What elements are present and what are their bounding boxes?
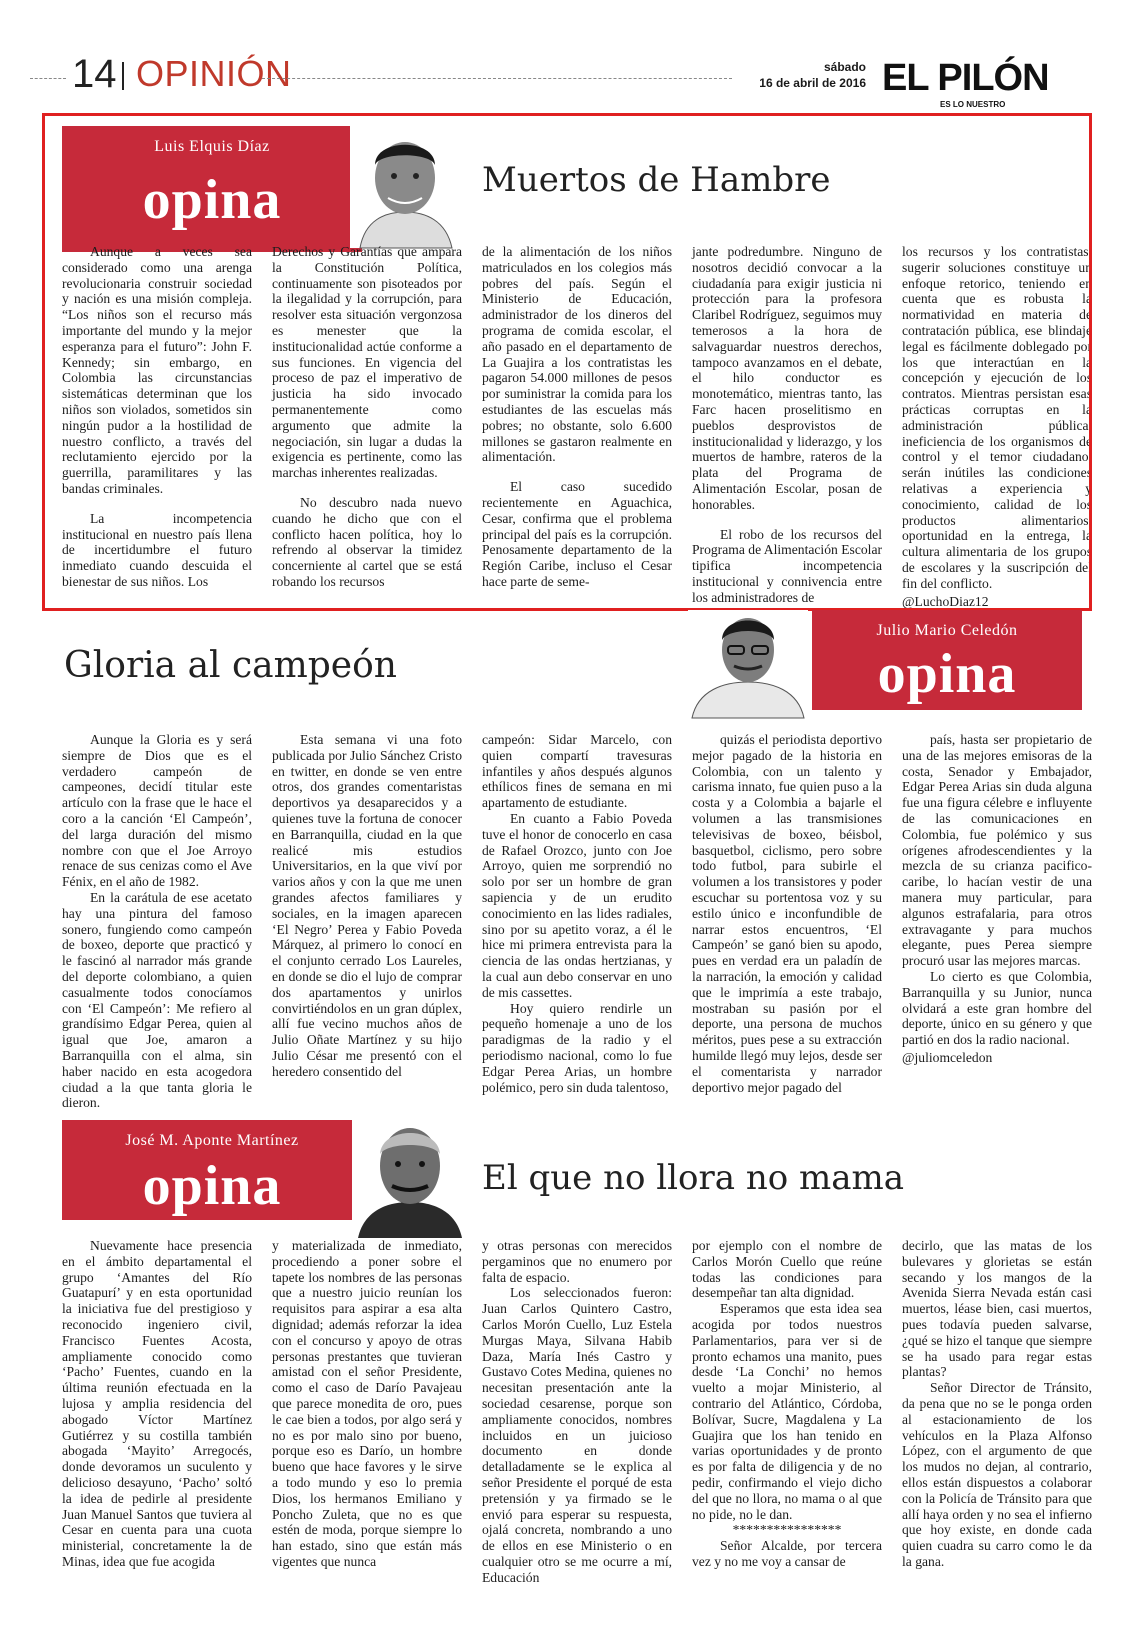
paragraph: y materializada de inmediato, procediendo a poner sobre el tapete los nombres de las personas que a nuestro juicio reunían los requisitos para aspirar a esa alta dignidad; además reforzar la idea con el concurso y apoyo de otras personas prestantes que tuvieran amistad con el señor Presidente, como el caso de Darío Pavajeau que parece monedita de oro, pues le cae bien a todos, por algo será y no es por malo sino por bueno, porque eso es Darío, un hombre bueno que hace favores y le sirve a todo mundo y eso lo premia Dios, los hermanos Emiliano y Poncho Zuleta, que no es que estén de moda, porque siempre lo han estado, sino que están más vigentes que nunca bbox=[272, 1238, 462, 1569]
date-full: 16 de abril de 2016 bbox=[759, 76, 866, 90]
paragraph: Nuevamente hace presencia en el ámbito departamental el grupo ‘Amantes del Río Guatapurí’ y en esta oportunidad la iniciativa fue del prestigioso y reconocido ingeniero civil, Francisco Fuentes Acosta, ampliamente conocido como ‘Pacho’ Fuentes, cuando en la última reunión efectuada en la lujosa y amplia residencia del abogado Víctor Martínez Gutiérrez y su costilla también abogada ‘Mayito’ Arregocés, donde devoramos un suculento y delicioso desayuno, ‘Pacho’ soltó la idea de pedirle al presidente Juan Manuel Santos que tuviera al Cesar en cuenta para una cuota ministerial, concretamente la de Minas, idea que fue acogida bbox=[62, 1238, 252, 1569]
article-title: El que no llora no mama bbox=[482, 1158, 905, 1198]
article-el-que-no-llora-no-mama bbox=[0, 1110, 1132, 1638]
paragraph: Esperamos que esta idea sea acogida por todos nuestros Parlamentarios, para ver si de pronto echamos una manito, pues desde ‘La Conchi’ no hemos vuelto a mojar Ministerio, al contrario del Atlántico, Córdoba, Bolívar, Sucre, Magdalena y La Guajira que los han tenido en varias oportunidades y de pronto es por falta de diligencia y de no pedir, confirmando el viejo dicho del que no llora, no mama o al que no pide, no le dan. bbox=[692, 1301, 882, 1522]
article-column-3 bbox=[482, 732, 672, 1112]
opina-label: opina bbox=[142, 169, 282, 231]
author-handle: @juliomceledon bbox=[902, 1049, 993, 1065]
paragraph: de la alimentación de los niños matriculados en los colegios más pobres del país. Según el Ministerio de Educación, administrador de los dineros del programa de comida escolar, el año pasado en el departamento de La Guajira a los contratistas les pagaron 54.000 millones de pesos por suministrar la comida para los estudiantes de las escuelas más pobres; no obstante, solo 6.600 millones se gastaron realmente en alimentación. bbox=[482, 244, 672, 465]
opina-badge bbox=[62, 1120, 362, 1220]
article-column-1 bbox=[62, 732, 252, 1112]
paragraph: quizás el periodista deportivo mejor pagado de la historia en Colombia, con un talento y carisma innato, fue quien puso a la costa y a Colombia a bajarle el volumen a las transmisiones televisivas de boxeo, béisbol, basquetbol, ciclismo, pero sobre todo futbol, para subirle el volumen a los transistores y poder escuchar su portentosa voz y su estilo único e inconfundible de narrar estos encuentros, ‘El Campeón’ se ganó bien su apodo, pues en verdad era un paladín de la narración, la emoción y calidad que le imprimía a este trabajo, mostraban su pasión por el deporte, una persona de muchos méritos, pues pese a su extracción humilde llegó muy lejos, desde ser el comentarista y narrador deportivo mejor pagado del bbox=[692, 732, 882, 1095]
article-column-5 bbox=[902, 1238, 1092, 1618]
article-column-5 bbox=[902, 244, 1092, 609]
paragraph: y otras personas con merecidos pergaminos que no enumero por falta de espacio. bbox=[482, 1238, 672, 1285]
article-column-3 bbox=[482, 244, 672, 600]
article-column-1 bbox=[62, 244, 252, 600]
paragraph: campeón: Sidar Marcelo, con quien compartí travesuras infantiles y años después algunos ethílicos fines de semana en mi apartamento de estudiante. bbox=[482, 732, 672, 811]
article-column-4 bbox=[692, 732, 882, 1112]
article-title: Gloria al campeón bbox=[64, 645, 397, 686]
paragraph: El robo de los recursos del Programa de Alimentación Escolar tipifica incompetencia institucional y connivencia entre los administradores de bbox=[692, 526, 882, 605]
article-gloria-al-campeon bbox=[0, 610, 1132, 1130]
paragraph: los recursos y los contratistas, sugerir soluciones constituye un enfoque retorico, teniendo en cuenta que es robusta la normatividad en materia de contratación pública, ese blindaje legal es fácilmente doblegado por los que interactúan en la concepción y ejecución de los contratos. Mientras persistan esas prácticas corruptas en la administración pública, ineficiencia de los organismos de control y el temor ciudadano, serán inútiles las condiciones relativas a experiencia y conocimiento, calidad de los productos alimentarios, oportunidad en la entrega, la cultura alimentaria de los grupos de escolares y la suscripción del fin del conflicto. bbox=[902, 244, 1092, 591]
author-photo bbox=[352, 1116, 468, 1238]
opina-label: opina bbox=[877, 643, 1017, 705]
page-number: 14 bbox=[72, 52, 117, 96]
newspaper-logo: EL PILÓN bbox=[882, 57, 1049, 99]
separator: **************** bbox=[732, 1522, 842, 1538]
paragraph: Esta semana vi una foto publicada por Julio Sánchez Cristo en twitter, en donde se ven entre otros, dos grandes comentaristas deportivos ya desaparecidos y a quienes tuve la fortuna de conocer en Barranquilla, ciudad en la que realicé mis estudios Universitarios, en la que viví por varios años y con la que me unen grandes afectos familiares y sociales, en la imagen aparecen ‘El Negro’ Perea y Fabio Poveda Márquez, al primero lo conocí en el conjunto cerrado Los Laureles, en donde se dio el lujo de comprar dos apartamentos y unirlos convirtiéndolos en un gran dúplex, allí fue vecino muchos años de Julio Oñate Martínez y su hijo Julio César me presentó con el heredero consentido del bbox=[272, 732, 462, 1079]
author-name: Luis Elquis Díaz bbox=[154, 138, 270, 155]
article-column-1 bbox=[62, 1238, 252, 1618]
paragraph: El caso sucedido recientemente en Aguachica, Cesar, confirma que el problema principal del país es la corrupción. Penosamente departamento de la Región Caribe, incluso el Cesar hace parte de seme- bbox=[482, 479, 672, 589]
article-muertos-de-hambre bbox=[0, 0, 1132, 620]
paragraph: En cuanto a Fabio Poveda tuve el honor de conocerlo en casa de Rafael Orozco, junto con Joe Arroyo, quien me sorprendió no solo por ser un hombre de gran sapiencia y de un erudito conocimiento en las lides radiales, sino por su apetito voraz, a él le hice mi primera entrevista para la ciencia de las ondas hertzianas, y la cual aun debo conservar en uno de mis cassettes. bbox=[482, 810, 672, 1000]
paragraph: Los seleccionados fueron: Juan Carlos Quintero Castro, Carlos Morón Cuello, Luz Estela Murgas Maya, Silvana Habib Daza, María Inés Castro y Gustavo Cotes Medina, quienes no necesitan presentación ante la sociedad cesarense, porque son ampliamente conocidos, nombres incluidos en un juicioso documento en donde detalladamente se le explica al señor Presidente el porqué de esta pretensión y ya firmado se le envió para esperar su respuesta, ojalá concreta, nombrando a uno de ellos en ese Ministerio o en cualquier otro se me ocurre a mí, Educación bbox=[482, 1285, 672, 1585]
paragraph: decirlo, que las matas de los bulevares y glorietas se están secando y los mangos de la Avenida Sierra Nevada están casi muertos, léase bien, casi muertos, pues todavía pueden salvarse, ¿qué se hizo el tanque que siempre se ha usado para regar estas plantas? bbox=[902, 1238, 1092, 1380]
article-column-2 bbox=[272, 732, 462, 1112]
paragraph: país, hasta ser propietario de una de las mejores emisoras de la costa, Senador y Embajador, Edgar Perea Arias sin duda alguna fue una figura célebre e influyente de las comunicaciones en Colombia, fue polémico y sus orígenes afrodescendientes y la mezcla de su crianza pacifico-caribe, lo hacían vestir de una manera muy particular, para algunos estrafalaria, para otros extravagante y para muchos elegante, pues Perea siempre procuró usar las mejores marcas. bbox=[902, 732, 1092, 969]
opina-label: opina bbox=[142, 1155, 282, 1217]
article-column-4 bbox=[692, 1238, 882, 1618]
paragraph: Señor Alcalde, por tercera vez y no me voy a cansar de bbox=[692, 1538, 882, 1569]
paragraph: No descubro nada nuevo cuando he dicho que con el conflicto hacen política, hoy lo refrendo al observar la timidez concerniente al cartel que se está robando los recursos bbox=[272, 494, 462, 589]
paragraph: La incompetencia institucional en nuestro país llena de incertidumbre el futuro inmediato cuando descuida el bienestar de sus niños. Los bbox=[62, 510, 252, 589]
paragraph: Señor Director de Tránsito, da pena que no se le ponga orden al estacionamiento de los vehículos en la Plaza Alfonso López, con el argumento de que los mudos no dejan, al contrario, ellos están dispuestos a colaborar con la Policía de Tránsito para que allí haya orden y no sea el infierno que hoy existe, en donde cada quien cuadra su carro como le da la gana. bbox=[902, 1380, 1092, 1569]
article-column-3 bbox=[482, 1238, 672, 1618]
opina-badge bbox=[62, 126, 362, 252]
author-name: José M. Aponte Martínez bbox=[125, 1132, 299, 1149]
paragraph: Aunque a veces sea considerado como una arenga revolucionaria construir sociedad y nación es una misión compleja. “Los niños son el recurso más importante del mundo y la mejor esperanza para el futuro”: John F. Kennedy; sin embargo, en Colombia las circunstancias sistemáticas determinan que los niños son violados, sometidos sin ningún pudor a la hostilidad de nuestro conflicto, a través del reclutamiento ejercido por la guerrilla, paramilitares y las bandas criminales. bbox=[62, 244, 252, 496]
paragraph: Derechos y Garantías que ampara la Constitución Política, continuamente son pisoteados por la ilegalidad y la corrupción, para resolver esta situación vergonzosa es menester que la institucionalidad actúe conforme a sus funciones. En vigencia del proceso de paz el imperativo de justicia ha sido invocado permanentemente como argumento que admite la negociación, sin lugar a dudas la exigencia es pertinente, como las marchas inherentes realizadas. bbox=[272, 244, 462, 481]
paragraph: Hoy quiero rendirle un pequeño homenaje a uno de los paradigmas de la radio y el periodismo nacional, como lo fue Edgar Perea Arias, un hombre polémico, pero sin duda talentoso, bbox=[482, 1000, 672, 1095]
author-photo bbox=[350, 120, 460, 248]
paragraph: jante podredumbre. Ninguno de nosotros decidió convocar a la ciudadanía para exigir justicia ni protección para la profesora Claribel Rodríguez, seguimos muy temerosos a la hora de salvaguardar nuestros derechos, tampoco avanzamos en el debate, el hilo conductor es monotemático, mientras tanto, las Farc hacen proselitismo en pueblos desprovistos de institucionalidad y liderazgo, y los muertos de hambre, rateros de la plata del Programa de Alimentación Escolar, posan de honorables. bbox=[692, 244, 882, 512]
article-column-5 bbox=[902, 732, 1092, 1112]
article-column-2 bbox=[272, 1238, 462, 1618]
article-column-4 bbox=[692, 244, 882, 605]
paragraph: por ejemplo con el nombre de Carlos Morón Cuello que reúne todas las condiciones para desempeñar tan alta dignidad. bbox=[692, 1238, 882, 1301]
author-photo bbox=[688, 610, 808, 718]
opina-badge bbox=[812, 610, 1082, 710]
date-day: sábado bbox=[823, 60, 866, 74]
article-column-2 bbox=[272, 244, 462, 600]
author-handle: @LuchoDiaz12 bbox=[902, 593, 989, 609]
author-name: Julio Mario Celedón bbox=[876, 622, 1018, 639]
paragraph: En la carátula de ese acetato hay una pintura del famoso sonero, fungiendo como campeón de boxeo, deporte que practicó y le fascinó al narrador más grande del deporte colombiano, a quien casualmente todos conocíamos con ‘El Campeón’: Me refiero al grandísimo Edgar Perea, quien al igual que Joe, amaron a Barranquilla con el alma, sin haber nacido en esta acogedora ciudad a la que tanta gloria le dieron. bbox=[62, 889, 252, 1111]
paragraph: Aunque la Gloria es y será siempre de Dios que es el verdadero campeón de campeones, decidí titular este artículo con la frase que le hace el coro a la canción ‘El Campeón’, del larga duración del mismo nombre con que el Joe Arroyo renace de sus cenizas como el Ave Fénix, en el año de 1982. bbox=[62, 732, 252, 890]
paragraph: Lo cierto es que Colombia, Barranquilla y su Junior, nunca olvidará a este gran hombre del deporte, único en su género y que partió en dos la radio nacional. bbox=[902, 968, 1092, 1048]
article-title: Muertos de Hambre bbox=[482, 160, 831, 200]
section-title: OPINIÓN bbox=[136, 53, 292, 94]
newspaper-tagline: ES LO NUESTRO bbox=[940, 100, 1006, 109]
